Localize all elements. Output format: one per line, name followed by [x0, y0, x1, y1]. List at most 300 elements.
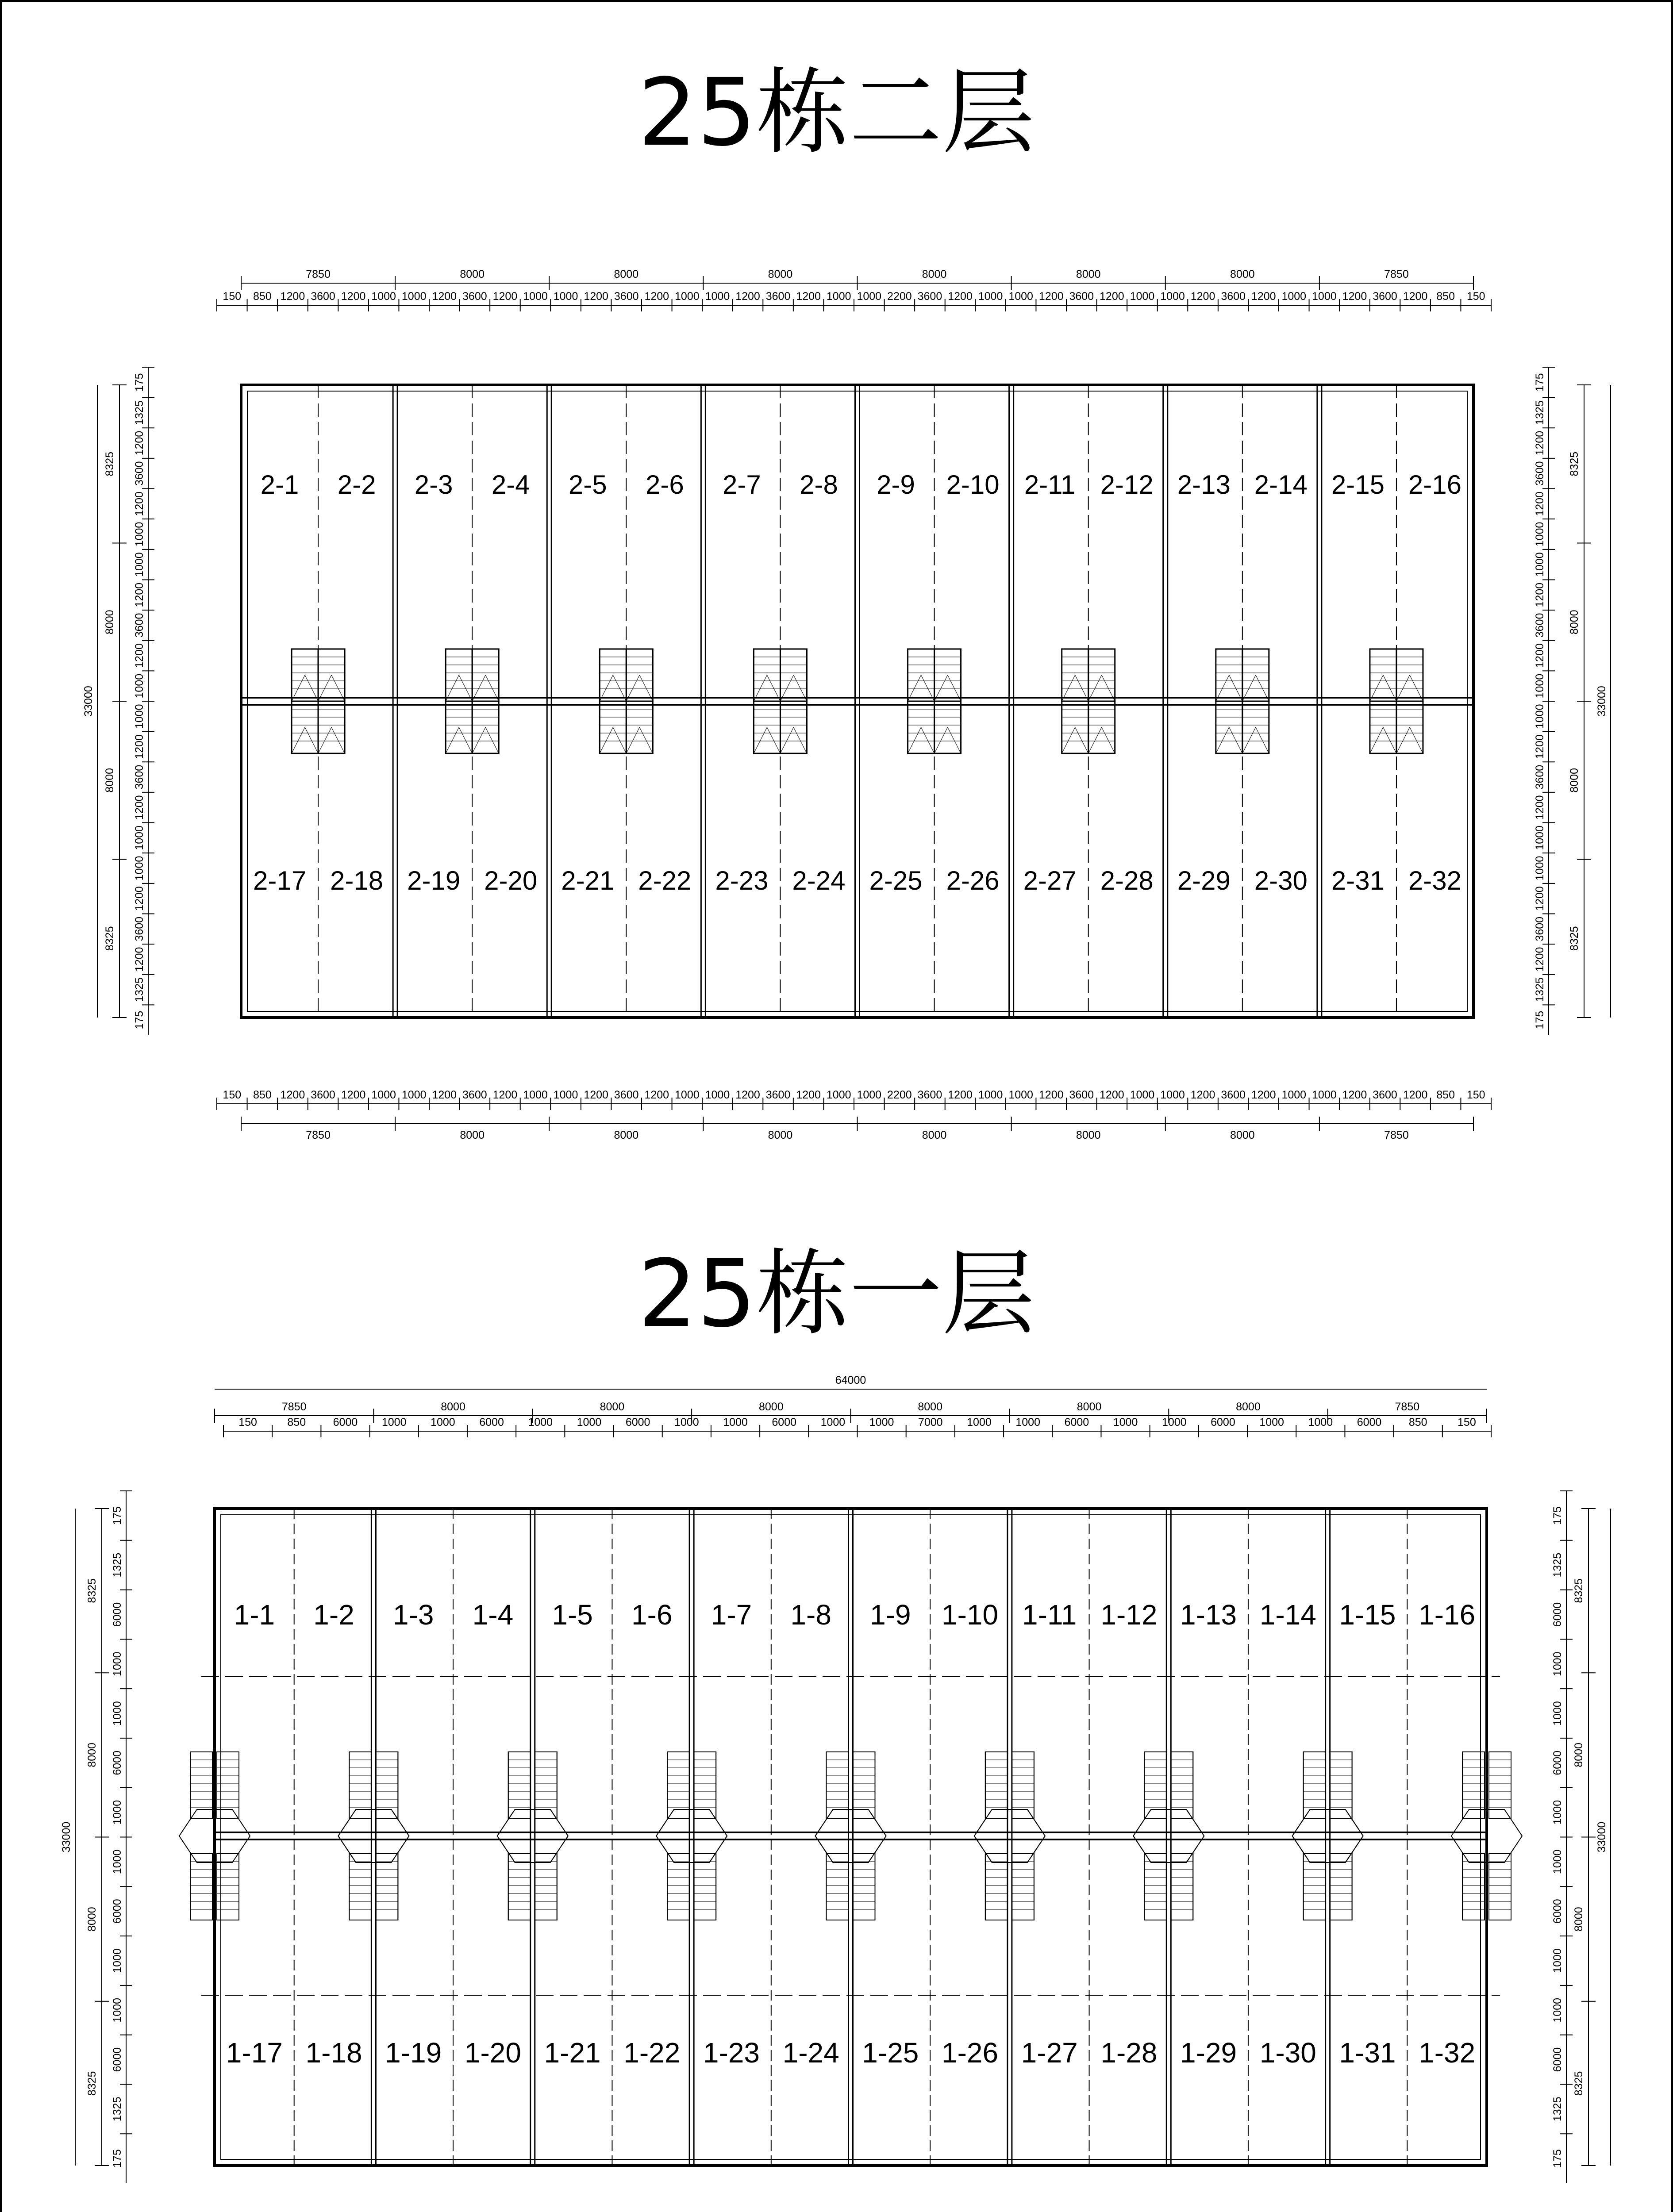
- dimension-text: 33000: [60, 1821, 73, 1853]
- dimension-text: 8000: [614, 1129, 639, 1141]
- dimension-text: 1000: [528, 1416, 553, 1429]
- stair-icon: [667, 1752, 689, 1818]
- stair-icon: [1304, 1854, 1326, 1920]
- dimension-text: 1000: [1551, 1701, 1564, 1726]
- stair-icon: [1489, 1752, 1511, 1818]
- dimension-text: 1200: [133, 582, 146, 607]
- unit-label: 2-8: [800, 469, 838, 499]
- stair-arrow: [600, 727, 613, 753]
- dimension-text: 1000: [978, 290, 1003, 303]
- dimension-text: 1000: [133, 673, 146, 699]
- dimension-text: 150: [238, 1416, 257, 1429]
- dimension-text: 8000: [922, 268, 947, 280]
- floor1-plan: [0, 1172, 1673, 2212]
- dimension-text: 1200: [735, 290, 760, 303]
- stair-icon: [1012, 1752, 1034, 1818]
- dimension-text: 1200: [1190, 290, 1215, 303]
- dimension-text: 1000: [401, 290, 427, 303]
- dimension-text: 1000: [371, 290, 396, 303]
- unit-label: 2-17: [253, 865, 307, 895]
- dimension-text: 1000: [978, 1089, 1003, 1101]
- dimension-text: 1200: [1534, 947, 1546, 972]
- dimension-text: 1000: [1281, 1089, 1307, 1101]
- dimension-text: 150: [223, 1089, 242, 1101]
- dimension-text: 8000: [104, 610, 116, 635]
- stair-icon: [508, 1752, 531, 1818]
- stair-icon: [985, 1752, 1008, 1818]
- dimension-text: 1200: [133, 795, 146, 820]
- unit-label: 1-22: [623, 2036, 681, 2069]
- stair-icon: [190, 1854, 212, 1920]
- unit-label: 2-11: [1024, 469, 1076, 499]
- dimension-text: 1000: [133, 704, 146, 729]
- unit-label: 1-18: [305, 2036, 362, 2069]
- unit-label: 2-26: [946, 865, 1000, 895]
- dimension-text: 1000: [826, 290, 851, 303]
- stair-arrow: [626, 727, 639, 753]
- stair-icon: [1304, 1752, 1326, 1818]
- unit-label: 1-28: [1100, 2036, 1158, 2069]
- stair-arrow: [1229, 727, 1242, 753]
- stair-arrow: [305, 727, 318, 753]
- dimension-text: 8000: [922, 1129, 947, 1141]
- dimension-text: 1200: [133, 643, 146, 668]
- unit-label: 2-1: [260, 469, 299, 499]
- dimension-text: 8325: [1568, 451, 1581, 476]
- dimension-text: 1000: [1308, 1416, 1333, 1429]
- unit-label: 2-10: [946, 469, 1000, 499]
- unit-label: 1-5: [552, 1598, 593, 1631]
- unit-label: 2-20: [484, 865, 538, 895]
- stair-icon: [508, 1854, 531, 1920]
- dimension-text: 1000: [111, 1651, 123, 1677]
- stair-icon: [508, 1854, 531, 1920]
- dimension-text: 8325: [86, 1578, 98, 1603]
- dimension-text: 8325: [104, 926, 116, 951]
- dimension-text: 8000: [86, 1743, 98, 1767]
- unit-label: 1-3: [392, 1598, 434, 1631]
- stair-icon: [1171, 1854, 1193, 1920]
- dimension-text: 1200: [1251, 290, 1276, 303]
- dimension-text: 1000: [381, 1416, 407, 1429]
- dimension-text: 3600: [1221, 290, 1246, 303]
- unit-label: 2-24: [792, 865, 846, 895]
- stair-arrow: [1370, 727, 1383, 753]
- dimension-text: 1000: [1281, 290, 1307, 303]
- dimension-text: 6000: [111, 1899, 123, 1924]
- unit-label: 1-23: [703, 2036, 760, 2069]
- dimension-text: 1200: [133, 492, 146, 516]
- dimension-text: 175: [133, 373, 146, 392]
- floor1-title: 25栋一层: [638, 1240, 1035, 1348]
- dimension-text: 8000: [1573, 1907, 1585, 1932]
- dimension-text: 1000: [857, 1089, 882, 1101]
- stair-arrow: [1383, 727, 1396, 753]
- dimension-text: 1000: [111, 1997, 123, 2023]
- unit-label: 2-7: [723, 469, 761, 499]
- dimension-text: 3600: [765, 290, 791, 303]
- unit-label: 1-17: [226, 2036, 283, 2069]
- dimension-text: 8000: [759, 1401, 784, 1413]
- dimension-text: 150: [1466, 290, 1485, 303]
- dimension-text: 6000: [1551, 1899, 1564, 1924]
- unit-label: 1-2: [313, 1598, 354, 1631]
- stair-icon: [1330, 1854, 1352, 1920]
- dimension-text: 3600: [1534, 613, 1546, 638]
- dimension-text: 1200: [584, 1089, 608, 1101]
- dimension-text: 1000: [1312, 290, 1337, 303]
- stair-icon: [1330, 1752, 1352, 1818]
- dimension-text: 1325: [1534, 977, 1546, 1002]
- stair-icon: [827, 1752, 849, 1818]
- dimension-text: 7000: [918, 1416, 943, 1429]
- stair-arrow: [472, 727, 485, 753]
- stair-icon: [535, 1752, 557, 1818]
- stair-arrow: [908, 727, 921, 753]
- dimension-text: 64000: [835, 1374, 866, 1386]
- dimension-text: 1000: [869, 1416, 894, 1429]
- unit-label: 1-9: [870, 1598, 911, 1631]
- dimension-text: 6000: [111, 1751, 123, 1775]
- dimension-text: 8000: [1568, 768, 1581, 793]
- dimension-text: 1200: [1342, 1089, 1367, 1101]
- dimension-text: 1200: [735, 1089, 760, 1101]
- unit-label: 2-15: [1331, 469, 1385, 499]
- dimension-text: 1000: [133, 552, 146, 577]
- dimension-text: 1200: [948, 1089, 973, 1101]
- dimension-text: 1200: [341, 290, 366, 303]
- stair-icon: [853, 1854, 875, 1920]
- unit-label: 2-13: [1177, 469, 1231, 499]
- stair-arrow: [1102, 727, 1115, 753]
- dimension-text: 1000: [705, 290, 730, 303]
- stair-icon: [667, 1854, 689, 1920]
- dimension-text: 1000: [577, 1416, 602, 1429]
- stair-icon: [694, 1752, 716, 1818]
- dimension-text: 175: [111, 1506, 123, 1525]
- dimension-text: 850: [253, 290, 272, 303]
- dimension-text: 1000: [1534, 552, 1546, 577]
- dimension-text: 1000: [133, 856, 146, 881]
- dimension-text: 1000: [523, 1089, 548, 1101]
- stair-icon: [376, 1854, 398, 1920]
- dimension-text: 3600: [765, 1089, 791, 1101]
- stair-icon: [985, 1854, 1008, 1920]
- stair-arrow: [767, 727, 780, 753]
- unit-label: 1-25: [862, 2036, 919, 2069]
- unit-label: 1-29: [1180, 2036, 1237, 2069]
- dimension-text: 1325: [1534, 400, 1546, 425]
- stair-icon: [508, 1752, 531, 1818]
- dimension-text: 8325: [86, 2071, 98, 2096]
- dimension-text: 8000: [1077, 1401, 1102, 1413]
- stair-arrow: [318, 727, 331, 753]
- stair-icon: [1144, 1752, 1166, 1818]
- dimension-text: 8000: [1076, 1129, 1101, 1141]
- dimension-text: 6000: [625, 1416, 650, 1429]
- dimension-text: 6000: [1551, 2047, 1564, 2072]
- dimension-text: 1200: [1100, 1089, 1124, 1101]
- stair-arrow: [446, 727, 459, 753]
- dimension-text: 3600: [614, 1089, 639, 1101]
- dimension-text: 1200: [1251, 1089, 1276, 1101]
- dimension-text: 7850: [306, 1129, 331, 1141]
- floor2-title: 25栋二层: [638, 58, 1035, 167]
- stair-icon: [827, 1854, 849, 1920]
- dimension-text: 1000: [111, 1948, 123, 1973]
- dimension-text: 1200: [133, 734, 146, 759]
- dimension-text: 1200: [1534, 492, 1546, 516]
- dimension-text: 150: [223, 290, 242, 303]
- stair-icon: [1144, 1854, 1166, 1920]
- dimension-text: 1000: [1259, 1416, 1284, 1429]
- dimension-text: 1000: [553, 1089, 578, 1101]
- dimension-text: 1200: [1403, 290, 1428, 303]
- dimension-text: 1000: [826, 1089, 851, 1101]
- stair-icon: [694, 1854, 716, 1920]
- stair-icon: [1171, 1854, 1193, 1920]
- dimension-text: 1000: [1534, 704, 1546, 729]
- dimension-text: 8000: [614, 268, 639, 280]
- dimension-text: 1000: [675, 1089, 700, 1101]
- dimension-text: 8000: [1568, 610, 1581, 635]
- dimension-text: 3600: [614, 290, 639, 303]
- dimension-text: 1200: [432, 290, 457, 303]
- dimension-text: 850: [1436, 1089, 1455, 1101]
- dimension-text: 850: [1436, 290, 1455, 303]
- stair-icon: [1144, 1854, 1166, 1920]
- dimension-text: 3600: [133, 613, 146, 638]
- unit-label: 1-7: [711, 1598, 752, 1631]
- unit-label: 2-18: [330, 865, 384, 895]
- dimension-text: 1000: [1551, 1849, 1564, 1874]
- dimension-text: 3600: [1069, 290, 1094, 303]
- stair-icon: [217, 1752, 239, 1818]
- dimension-text: 1200: [584, 290, 608, 303]
- dimension-text: 3600: [1221, 1089, 1246, 1101]
- dimension-text: 6000: [333, 1416, 358, 1429]
- dimension-text: 175: [1551, 2149, 1564, 2168]
- stair-arrow: [1088, 727, 1102, 753]
- stair-icon: [853, 1854, 875, 1920]
- stair-icon: [985, 1854, 1008, 1920]
- unit-label: 2-16: [1408, 469, 1462, 499]
- stair-icon: [535, 1854, 557, 1920]
- dimension-text: 1000: [1551, 1997, 1564, 2023]
- dimension-text: 8000: [460, 268, 485, 280]
- dimension-text: 1200: [133, 947, 146, 972]
- stair-icon: [190, 1752, 212, 1818]
- stair-icon: [376, 1752, 398, 1818]
- unit-label: 2-29: [1177, 865, 1231, 895]
- dimension-text: 850: [287, 1416, 306, 1429]
- stair-icon: [376, 1752, 398, 1818]
- dimension-text: 1325: [111, 2097, 123, 2122]
- dimension-text: 1000: [1160, 1089, 1185, 1101]
- stair-icon: [1330, 1752, 1352, 1818]
- dimension-text: 2200: [887, 1089, 912, 1101]
- dimension-text: 8000: [768, 268, 793, 280]
- stair-arrow: [948, 727, 961, 753]
- dimension-text: 1000: [1534, 522, 1546, 547]
- dimension-text: 175: [1534, 373, 1546, 392]
- dimension-text: 3600: [1373, 1089, 1397, 1101]
- stair-arrow: [754, 727, 767, 753]
- dimension-text: 1000: [111, 1800, 123, 1825]
- stair-icon: [694, 1854, 716, 1920]
- dimension-text: 1000: [675, 290, 700, 303]
- dimension-text: 175: [133, 1010, 146, 1029]
- unit-label: 2-21: [561, 865, 615, 895]
- dimension-text: 1200: [644, 290, 669, 303]
- unit-label: 1-11: [1022, 1598, 1077, 1631]
- dimension-text: 3600: [462, 290, 487, 303]
- dimension-text: 1000: [705, 1089, 730, 1101]
- dimension-text: 1000: [1015, 1416, 1040, 1429]
- dimension-text: 8325: [104, 451, 116, 476]
- unit-label: 2-12: [1100, 469, 1154, 499]
- stair-icon: [853, 1752, 875, 1818]
- stair-icon: [1304, 1854, 1326, 1920]
- dimension-text: 1000: [857, 290, 882, 303]
- stair-arrow: [780, 727, 793, 753]
- dimension-text: 3600: [1534, 764, 1546, 790]
- dimension-text: 7850: [1384, 1129, 1409, 1141]
- stair-arrow: [1075, 727, 1088, 753]
- dimension-text: 1000: [133, 826, 146, 850]
- dimension-text: 1200: [1534, 795, 1546, 820]
- dimension-text: 1000: [1551, 1651, 1564, 1677]
- dimension-text: 1200: [280, 1089, 305, 1101]
- dimension-text: 6000: [1211, 1416, 1235, 1429]
- dimension-text: 3600: [462, 1089, 487, 1101]
- dimension-text: 3600: [1534, 461, 1546, 486]
- dimension-text: 8000: [1236, 1401, 1261, 1413]
- dimension-text: 7850: [1384, 268, 1409, 280]
- dimension-text: 1325: [133, 977, 146, 1002]
- dimension-text: 33000: [82, 686, 95, 717]
- unit-label: 2-9: [877, 469, 915, 499]
- unit-label: 1-32: [1419, 2036, 1476, 2069]
- stair-icon: [1304, 1752, 1326, 1818]
- unit-label: 2-14: [1254, 469, 1308, 499]
- dimension-text: 3600: [133, 916, 146, 941]
- dimension-text: 1200: [1403, 1089, 1428, 1101]
- dimension-text: 1000: [523, 290, 548, 303]
- unit-label: 1-4: [472, 1598, 514, 1631]
- stair-arrow: [1410, 727, 1423, 753]
- dimension-text: 1000: [1160, 290, 1185, 303]
- dimension-text: 1000: [111, 1701, 123, 1726]
- dimension-text: 1200: [644, 1089, 669, 1101]
- unit-label: 1-1: [234, 1598, 275, 1631]
- dimension-text: 8000: [1230, 1129, 1255, 1141]
- unit-label: 1-14: [1259, 1598, 1316, 1631]
- unit-label: 1-31: [1339, 2036, 1396, 2069]
- dimension-text: 6000: [111, 1602, 123, 1627]
- dimension-text: 8000: [768, 1129, 793, 1141]
- dimension-text: 6000: [1064, 1416, 1089, 1429]
- stair-icon: [1489, 1854, 1511, 1920]
- unit-label: 1-13: [1180, 1598, 1237, 1631]
- dimension-text: 3600: [311, 290, 335, 303]
- dimension-text: 1200: [133, 430, 146, 456]
- dimension-text: 6000: [772, 1416, 797, 1429]
- unit-label: 2-5: [568, 469, 607, 499]
- dimension-text: 1000: [1008, 1089, 1033, 1101]
- stair-arrow: [485, 727, 499, 753]
- stair-icon: [1462, 1854, 1485, 1920]
- dimension-text: 3600: [917, 290, 942, 303]
- dimension-text: 175: [1534, 1010, 1546, 1029]
- dimension-text: 1200: [1190, 1089, 1215, 1101]
- unit-label: 2-4: [491, 469, 530, 499]
- stair-arrow: [1396, 727, 1410, 753]
- dimension-text: 1200: [1342, 290, 1367, 303]
- stair-arrow: [613, 727, 626, 753]
- stair-icon: [694, 1752, 716, 1818]
- dimension-text: 1000: [553, 290, 578, 303]
- stair-icon: [1330, 1854, 1352, 1920]
- dimension-text: 8000: [460, 1129, 485, 1141]
- dimension-text: 1200: [341, 1089, 366, 1101]
- stair-arrow: [1256, 727, 1269, 753]
- dimension-text: 3600: [1373, 290, 1397, 303]
- unit-label: 1-20: [464, 2036, 521, 2069]
- stair-arrow: [639, 727, 653, 753]
- dimension-text: 33000: [1596, 1821, 1608, 1853]
- stair-arrow: [1216, 727, 1229, 753]
- dimension-text: 1000: [820, 1416, 846, 1429]
- unit-label: 2-32: [1408, 865, 1462, 895]
- dimension-text: 1200: [432, 1089, 457, 1101]
- dimension-text: 1200: [492, 290, 518, 303]
- unit-label: 1-27: [1021, 2036, 1078, 2069]
- stair-icon: [1171, 1752, 1193, 1818]
- stair-arrow: [921, 727, 935, 753]
- dimension-text: 1200: [1534, 430, 1546, 456]
- stair-icon: [1144, 1752, 1166, 1818]
- dimension-text: 1000: [431, 1416, 455, 1429]
- stair-icon: [376, 1854, 398, 1920]
- dimension-text: 150: [1458, 1416, 1476, 1429]
- stair-arrow: [459, 727, 472, 753]
- unit-label: 2-25: [869, 865, 923, 895]
- dimension-text: 8000: [600, 1401, 625, 1413]
- dimension-text: 6000: [111, 2047, 123, 2072]
- stair-arrow: [1062, 727, 1075, 753]
- unit-label: 1-6: [631, 1598, 673, 1631]
- stair-icon: [985, 1752, 1008, 1818]
- dimension-text: 1000: [1161, 1416, 1187, 1429]
- dimension-text: 1200: [1534, 582, 1546, 607]
- unit-label: 1-26: [941, 2036, 999, 2069]
- dimension-text: 1200: [1038, 1089, 1064, 1101]
- stair-icon: [535, 1854, 557, 1920]
- unit-label: 1-12: [1100, 1598, 1158, 1631]
- stair-icon: [827, 1752, 849, 1818]
- unit-label: 2-3: [414, 469, 453, 499]
- dimension-text: 1200: [1534, 886, 1546, 911]
- dimension-text: 1200: [133, 886, 146, 911]
- dimension-text: 1000: [1008, 290, 1033, 303]
- dimension-text: 1000: [1551, 1948, 1564, 1973]
- dimension-text: 850: [253, 1089, 272, 1101]
- dimension-text: 1325: [1551, 2097, 1564, 2122]
- dimension-text: 1200: [1534, 643, 1546, 668]
- unit-label: 2-22: [638, 865, 692, 895]
- dimension-text: 1000: [133, 522, 146, 547]
